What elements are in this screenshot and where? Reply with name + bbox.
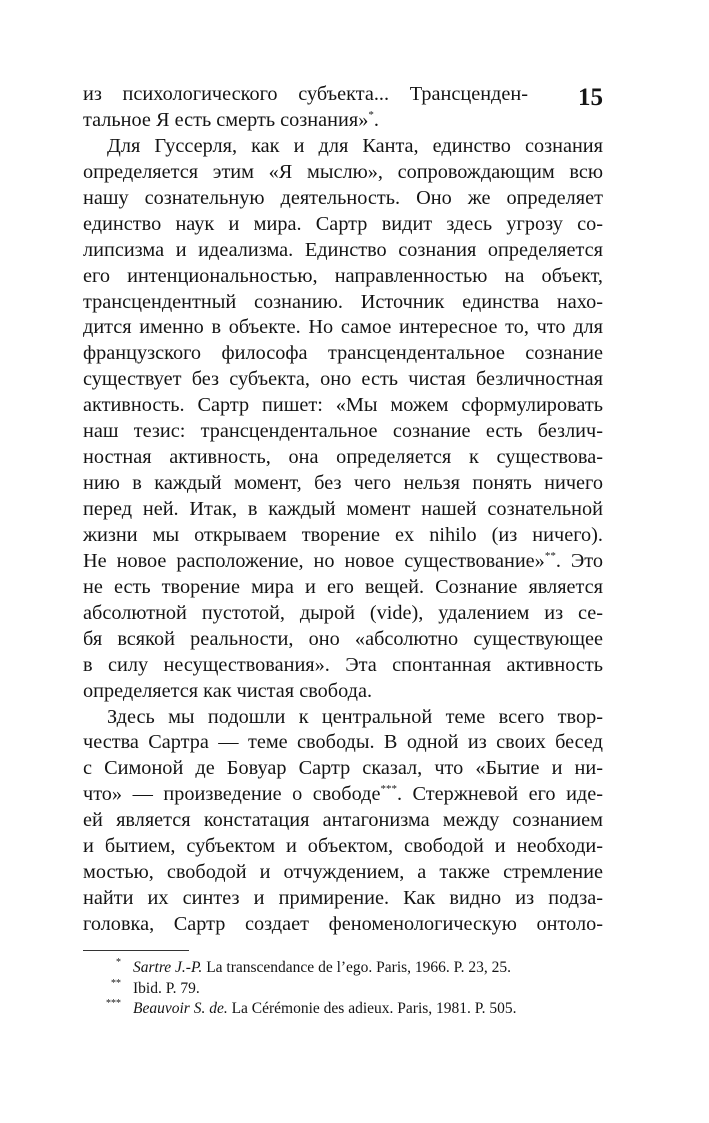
footnote: [83, 979, 603, 1000]
text-line: бя всякой реальности, оно «абсолютно существующее: [83, 627, 603, 650]
text-line: существует без субъекта, оно есть чистая безличностная: [83, 368, 603, 391]
text-line: тальное Я есть смерть сознания»*.: [83, 108, 379, 131]
footnote-mark: *: [116, 957, 121, 968]
body-text: [83, 82, 603, 938]
text-line: определяется как чистая свобода.: [83, 679, 373, 702]
footnote-citation: Ibid. P. 79.: [133, 979, 200, 997]
footnote-mark: **: [111, 977, 121, 989]
text-line: единство наук и мира. Сартр видит здесь угрозу со-: [83, 212, 603, 235]
text-line: абсолютной пустотой, дырой (vide), удалением из се-: [83, 601, 603, 624]
text-line: трансцендентный сознанию. Источник единства нахо-: [83, 290, 603, 313]
footnote-ref: ***: [380, 783, 397, 796]
text-line: жизни мы открываем творение ex nihilo (из ничего).: [83, 523, 603, 546]
text-line: и бытием, субъектом и объектом, свободой и необходи-: [83, 835, 603, 858]
text-line: чества Сартра — теме свободы. В одной из своих бесед: [83, 731, 603, 754]
text-line: наш тезис: трансцендентальное сознание есть безлич-: [83, 420, 603, 443]
footnote-text: [133, 979, 200, 1000]
text-line: [83, 782, 603, 808]
text-line: ей является констатация антагонизма между сознанием: [83, 809, 603, 832]
text-line: из психологического субъекта... Трансценден-: [83, 83, 528, 105]
text-line: найти их синтез и примирение. Как видно из подза-: [83, 887, 603, 910]
text-line: французского философа трансцендентальное сознание: [83, 342, 603, 365]
text-line: мостью, свободой и отчуждением, а также стремление: [83, 861, 603, 884]
text-line: активность. Сартр пишет: «Мы можем сформулировать: [83, 394, 603, 417]
footnote: [83, 958, 603, 979]
footnote-divider: [83, 950, 189, 951]
footnote-citation: La transcendance de l’ego. Paris, 1966. P. 23, 25.: [202, 959, 511, 976]
text-line-content: . Это: [555, 549, 603, 572]
footnote-citation: La Cérémonie des adieux. Paris, 1981. P. 505.: [227, 1000, 517, 1017]
footnote-author: Beauvoir S. de.: [133, 1000, 228, 1017]
text-line: определяется этим «Я мыслю», сопровождающим всю: [83, 160, 603, 183]
text-line: его интенциональностью, направленностью на объект,: [83, 264, 603, 287]
text-line: перед ней. Итак, в каждый момент нашей сознательной: [83, 498, 603, 520]
footnote-ref: *: [368, 108, 374, 121]
footnote: [83, 999, 603, 1020]
text-line-content: что» — произведение о свободе: [83, 783, 381, 806]
footnote-mark: ***: [106, 998, 121, 1009]
footnote-text: [133, 999, 517, 1020]
text-line: ностная активность, она определяется к существова-: [83, 446, 603, 469]
footnote-ref: **: [544, 549, 556, 562]
text-line: головка, Сартр создает феноменологическую онтоло-: [83, 913, 603, 935]
text-line: нашу сознательную деятельность. Оно же определяет: [83, 186, 603, 209]
text-line: липсизма и идеализма. Единство сознания определяется: [83, 238, 603, 261]
text-line: не есть творение мира и его вещей. Сознание является: [83, 575, 603, 598]
page-number: 15: [578, 84, 603, 111]
text-line: Для Гуссерля, как и для Канта, единство сознания: [107, 134, 603, 157]
footnote-author: Sartre J.-P.: [133, 959, 203, 976]
text-line: [83, 549, 603, 575]
text-line-content: тальное Я есть смерть сознания»: [83, 108, 369, 131]
text-line: дится именно в объекте. Но самое интересное то, что для: [83, 316, 603, 339]
text-line: в силу несуществования». Эта спонтанная активность: [83, 653, 603, 676]
footnotes: [83, 958, 603, 1020]
text-line: нию в каждый момент, без чего нельзя понять ничего: [83, 472, 603, 495]
text-line-content: . Стержневой его иде-: [396, 783, 603, 806]
text-line-content: Не новое расположение, но новое существование»: [83, 549, 545, 572]
footnote-text: [133, 958, 511, 979]
text-line: с Симоной де Бовуар Сартр сказал, что «Бытие и ни-: [83, 757, 603, 780]
text-line: Здесь мы подошли к центральной теме всего твор-: [107, 705, 603, 728]
